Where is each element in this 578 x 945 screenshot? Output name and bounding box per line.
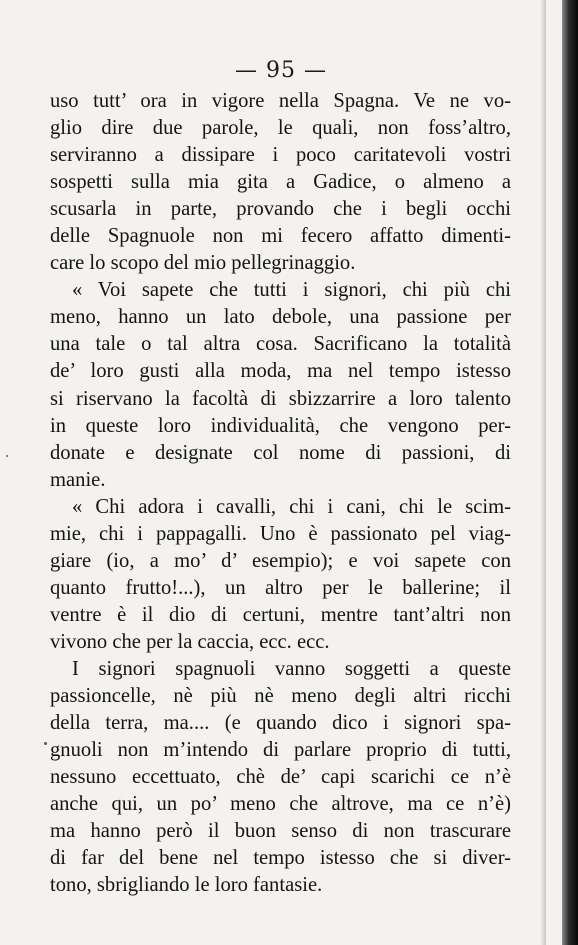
text-line: mie, chi i pappagalli. Uno è passionato pel viag- bbox=[50, 522, 511, 545]
paragraph-4 bbox=[50, 656, 511, 899]
text-line: una tale o tal altra cosa. Sacrificano la totalità bbox=[50, 333, 511, 356]
text-line: vivono che per la caccia, ecc. ecc. bbox=[50, 630, 330, 653]
text-line: « Chi adora i cavalli, chi i cani, chi le scim- bbox=[72, 495, 511, 518]
text-line: sospetti sulla mia gita a Gadice, o almeno a bbox=[50, 171, 511, 194]
text-line: uso tutt’ ora in vigore nella Spagna. Ve ne vo- bbox=[50, 90, 511, 112]
body-text bbox=[50, 88, 511, 899]
text-line: manie. bbox=[50, 468, 106, 491]
book-spine-shadow bbox=[562, 0, 578, 945]
text-line: anche qui, un po’ meno che altrove, ma ce n’è) bbox=[50, 793, 511, 816]
text-line: passioncelle, nè più nè meno degli altri ricchi bbox=[50, 685, 511, 708]
text-line: scusarla in parte, provando che i begli occhi bbox=[50, 198, 511, 221]
text-line: ma hanno però il buon senso di non trascurare bbox=[50, 820, 511, 843]
text-line: I signori spagnuoli vanno soggetti a queste bbox=[72, 657, 511, 680]
text-line: donate e designate col nome di passioni, di bbox=[50, 441, 511, 464]
paragraph-3 bbox=[50, 494, 511, 656]
text-line: care lo scopo del mio pellegrinaggio. bbox=[50, 252, 356, 275]
paragraph-2 bbox=[50, 277, 511, 493]
paragraph-1 bbox=[50, 88, 511, 277]
paper-speck bbox=[44, 742, 47, 745]
text-line: serviranno a dissipare i poco caritatevoli vostri bbox=[50, 144, 511, 167]
text-line: si riservano la facoltà di sbizzarrire a loro talento bbox=[50, 387, 511, 410]
text-line: « Voi sapete che tutti i signori, chi più chi bbox=[72, 279, 511, 302]
page-number: — 95 — bbox=[235, 58, 327, 83]
text-line: nessuno eccettuato, chè de’ capi scarichi ce n’è bbox=[50, 766, 511, 789]
text-line: della terra, ma.... (e quando dico i signori spa- bbox=[50, 712, 511, 735]
text-line: giare (io, a mo’ d’ esempio); e voi sapete con bbox=[50, 549, 511, 572]
text-line: gnuoli non m’intendo di parlare proprio di tutti, bbox=[50, 739, 511, 762]
text-line: de’ loro gusti alla moda, ma nel tempo istesso bbox=[50, 360, 511, 383]
text-line: quanto frutto!...), un altro per le ballerine; il bbox=[50, 576, 511, 599]
text-line: tono, sbrigliando le loro fantasie. bbox=[50, 874, 323, 897]
text-line: di far del bene nel tempo istesso che si diver- bbox=[50, 847, 511, 870]
text-line: meno, hanno un lato debole, una passione per bbox=[50, 306, 511, 329]
text-line: glio dire due parole, le quali, non foss’altro, bbox=[50, 117, 511, 140]
text-line: ventre è il dio di certuni, mentre tant’altri non bbox=[50, 603, 511, 626]
text-line: delle Spagnuole non mi fecero affatto dimenti- bbox=[50, 225, 511, 248]
text-line: in queste loro individualità, che vengono per- bbox=[50, 414, 511, 437]
paper-speck bbox=[6, 455, 8, 457]
page-edge-shadow bbox=[540, 0, 546, 945]
